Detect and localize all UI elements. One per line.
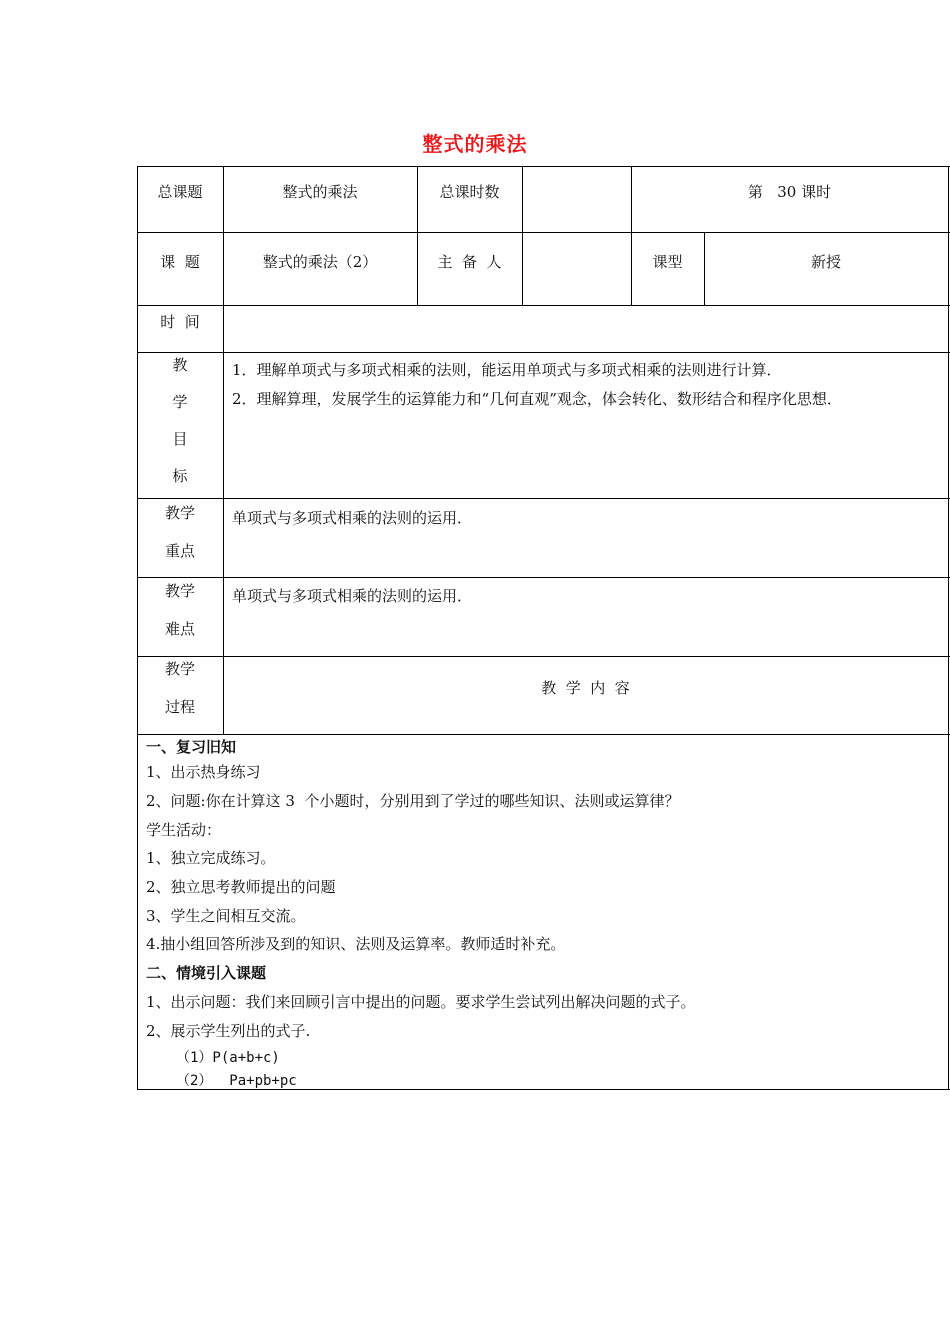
intro-line: 2、展示学生列出的式子.	[146, 1022, 311, 1040]
row-divider	[137, 577, 950, 578]
value-total-topic: 整式的乘法	[282, 183, 358, 201]
objective-item: 1．理解单项式与多项式相乘的法则，能运用单项式与多项式相乘的法则进行计算．	[232, 361, 782, 379]
review-line: 学生活动：	[146, 821, 222, 839]
section-review-title: 一、复习旧知	[146, 738, 237, 756]
label-objectives: 教 学 目 标	[172, 356, 188, 485]
label-preparer: 主 备 人	[437, 253, 502, 271]
formula: （2） Pa+pb+pc	[176, 1073, 297, 1089]
review-line: 3、学生之间相互交流。	[146, 907, 306, 925]
label-topic: 课 题	[160, 253, 200, 271]
difficulties-text: 单项式与多项式相乘的法则的运用．	[232, 587, 473, 605]
key-points-text: 单项式与多项式相乘的法则的运用．	[232, 509, 473, 527]
review-line: 2、问题:你在计算这 3 个小题时，分别用到了学过的哪些知识、法则或运算律？	[146, 792, 680, 810]
formula: （1）P(a+b+c)	[176, 1050, 280, 1066]
label-total-topic: 总课题	[157, 183, 203, 201]
label-key-points: 教学 重点	[164, 504, 195, 560]
process-header: 教 学 内 容	[541, 679, 630, 697]
row-divider	[137, 734, 950, 735]
value-topic: 整式的乘法（2）	[262, 253, 378, 271]
review-line: 1、独立完成练习。	[146, 849, 276, 867]
label-process: 教学 过程	[164, 660, 195, 716]
table-border-top	[137, 166, 950, 167]
page-title: 整式的乘法	[422, 132, 528, 156]
row-divider	[137, 305, 950, 306]
column-divider	[522, 166, 523, 305]
intro-line: 1、出示问题：我们来回顾引言中提出的问题。要求学生尝试列出解决问题的式子。	[146, 993, 696, 1011]
label-lesson-type: 课型	[652, 253, 683, 271]
table-border-right	[948, 166, 949, 1090]
label-time: 时 间	[160, 313, 200, 331]
review-line: 1、出示热身练习	[146, 763, 261, 781]
row-divider	[137, 232, 950, 233]
objective-item: 2．理解算理，发展学生的运算能力和“几何直观”观念，体会转化、数形结合和程序化思想．	[232, 390, 842, 408]
section-intro-title: 二、情境引入课题	[146, 964, 267, 982]
review-line: 4.抽小组回答所涉及到的知识、法则及运算率。教师适时补充。	[146, 935, 566, 953]
review-line: 2、独立思考教师提出的问题	[146, 878, 336, 896]
row-divider	[137, 656, 950, 657]
row-divider	[137, 498, 950, 499]
value-lesson-type: 新授	[810, 253, 841, 271]
row-divider	[137, 352, 950, 353]
label-total-hours: 总课时数	[439, 183, 500, 201]
label-difficulties: 教学 难点	[164, 582, 195, 638]
value-lesson-number: 第 30 课时	[747, 183, 832, 201]
